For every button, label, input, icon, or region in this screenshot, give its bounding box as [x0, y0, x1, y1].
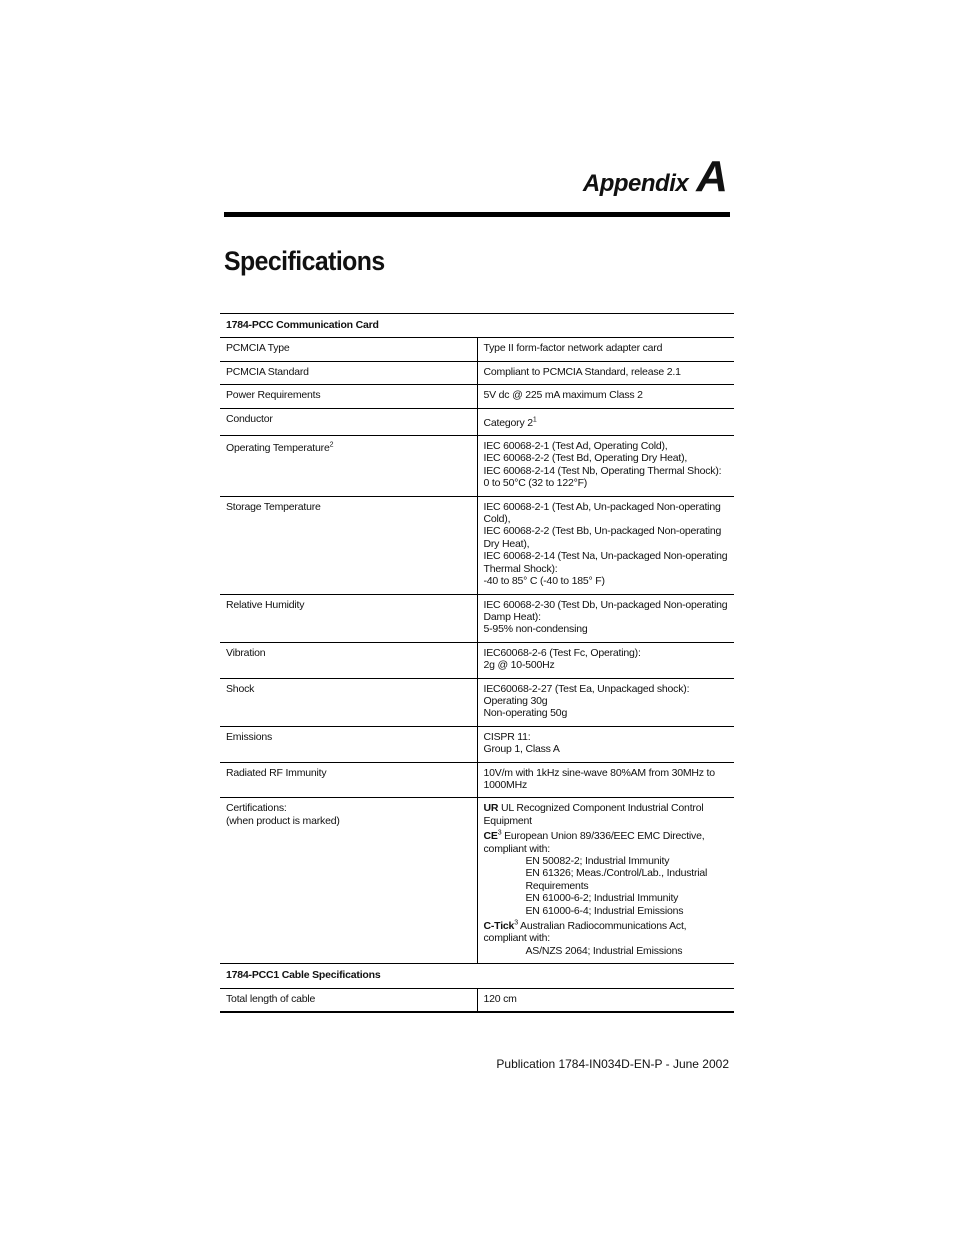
appendix-word: Appendix: [582, 170, 689, 197]
table-row: [220, 338, 734, 361]
row-label: Radiated RF Immunity: [220, 762, 477, 798]
page-title: Specifications: [224, 246, 385, 276]
table-row: [220, 408, 734, 435]
value-line: Group 1, Class A: [483, 743, 560, 756]
row-value: Compliant to PCMCIA Standard, release 2.1: [477, 361, 734, 384]
row-value: [477, 594, 734, 642]
ctick-mark: C-Tick: [483, 920, 515, 933]
row-value: 10V/m with 1kHz sine-wave 80%AM from 30MHz to 1000MHz: [477, 762, 734, 798]
row-value: [477, 408, 734, 435]
table-row: [220, 642, 734, 678]
certifications-row: [220, 798, 734, 964]
heading-rule: [224, 212, 730, 217]
ctick-item: AS/NZS 2064; Industrial Emissions: [525, 944, 683, 957]
value-line: IEC 60068-2-1 (Test Ab, Un-packaged Non-operating Cold),: [483, 500, 721, 526]
row-label: PCMCIA Standard: [220, 361, 477, 384]
value-line: -40 to 85° C (-40 to 185° F): [483, 575, 605, 588]
ce-item: EN 50082-2; Industrial Immunity: [525, 855, 670, 867]
footnote-ref: 1: [532, 416, 537, 424]
footnote-ref: 3: [497, 829, 502, 837]
ce-item: EN 61000-6-4; Industrial Emissions: [525, 904, 684, 917]
ur-text: UL Recognized Component Industrial Control Equipment: [483, 802, 704, 827]
row-label: [220, 436, 477, 497]
value-line: 0 to 50°C (32 to 122°F): [483, 477, 588, 490]
value-line: 5-95% non-condensing: [483, 623, 588, 636]
section-title-cable: 1784-PCC1 Cable Specifications: [220, 964, 734, 988]
appendix-letter: A: [696, 152, 728, 201]
ctick-line: [484, 920, 729, 945]
row-value: [477, 496, 734, 594]
row-label: Relative Humidity: [220, 594, 477, 642]
ce-line: [484, 830, 729, 855]
value-line: IEC 60068-2-2 (Test Bd, Operating Dry Heat),: [483, 452, 688, 465]
value-line: IEC60068-2-6 (Test Fc, Operating):: [483, 646, 641, 659]
row-value: [477, 678, 734, 726]
value-line: IEC 60068-2-14 (Test Na, Un-packaged Non-operating Thermal Shock):: [483, 550, 728, 575]
row-value: [477, 642, 734, 678]
row-label: Power Requirements: [220, 385, 477, 408]
certifications-label: Certifications:: [226, 802, 287, 815]
table-row: [220, 436, 734, 497]
ur-line: [484, 802, 729, 827]
row-value: [477, 798, 734, 964]
table-row: [220, 726, 734, 762]
ce-item: EN 61000-6-2; Industrial Immunity: [525, 892, 679, 905]
row-label: Emissions: [220, 726, 477, 762]
row-label: [220, 798, 477, 964]
row-value: 5V dc @ 225 mA maximum Class 2: [477, 385, 734, 408]
value-line: CISPR 11:: [483, 730, 531, 743]
row-value: 120 cm: [477, 988, 734, 1012]
label-text: Operating Temperature: [226, 442, 330, 455]
ce-text: European Union 89/336/EEC EMC Directive, compliant with:: [483, 830, 705, 855]
table-row: [220, 385, 734, 408]
table-row: [220, 988, 734, 1012]
value-line: Operating 30g: [483, 694, 548, 707]
specifications-table: [220, 313, 734, 1013]
table-section-header: [220, 314, 734, 338]
row-value: Type II form-factor network adapter card: [477, 338, 734, 361]
row-label: Total length of cable: [220, 988, 477, 1012]
footnote-ref: 3: [514, 919, 518, 927]
row-label: Vibration: [220, 642, 477, 678]
value-text: Category 2: [483, 416, 533, 429]
row-label: Storage Temperature: [220, 496, 477, 594]
value-line: IEC 60068-2-2 (Test Bb, Un-packaged Non-operating Dry Heat),: [483, 525, 722, 550]
value-line: 2g @ 10-500Hz: [483, 659, 555, 672]
row-value: [477, 726, 734, 762]
ur-mark: UR: [483, 802, 499, 815]
row-value: [477, 436, 734, 497]
table-row: [220, 361, 734, 384]
appendix-heading: [583, 152, 728, 202]
ce-mark: CE: [483, 830, 498, 843]
value-line: IEC 60068-2-30 (Test Db, Un-packaged Non-operating Damp Heat):: [483, 598, 728, 623]
ce-item: EN 61326; Meas./Control/Lab., Industrial Requirements: [525, 867, 708, 892]
row-label: Conductor: [220, 408, 477, 435]
value-line: IEC 60068-2-1 (Test Ad, Operating Cold),: [483, 440, 668, 453]
value-line: IEC 60068-2-14 (Test Nb, Operating Thermal Shock):: [483, 464, 722, 477]
footnote-ref: 2: [329, 441, 334, 449]
table-row: [220, 678, 734, 726]
table-row: [220, 762, 734, 798]
table-row: [220, 496, 734, 594]
section-title-card: 1784-PCC Communication Card: [220, 314, 734, 338]
value-line: Non-operating 50g: [483, 707, 568, 720]
table-row: [220, 594, 734, 642]
publication-footer: Publication 1784-IN034D-EN-P - June 2002: [496, 1057, 729, 1071]
certifications-note: (when product is marked): [226, 814, 340, 827]
value-line: IEC60068-2-27 (Test Ea, Unpackaged shock):: [483, 682, 690, 695]
row-label: PCMCIA Type: [220, 338, 477, 361]
row-label: Shock: [220, 678, 477, 726]
ctick-text: Australian Radiocommunications Act, compliant with:: [483, 920, 687, 945]
table-section-header: [220, 964, 734, 988]
